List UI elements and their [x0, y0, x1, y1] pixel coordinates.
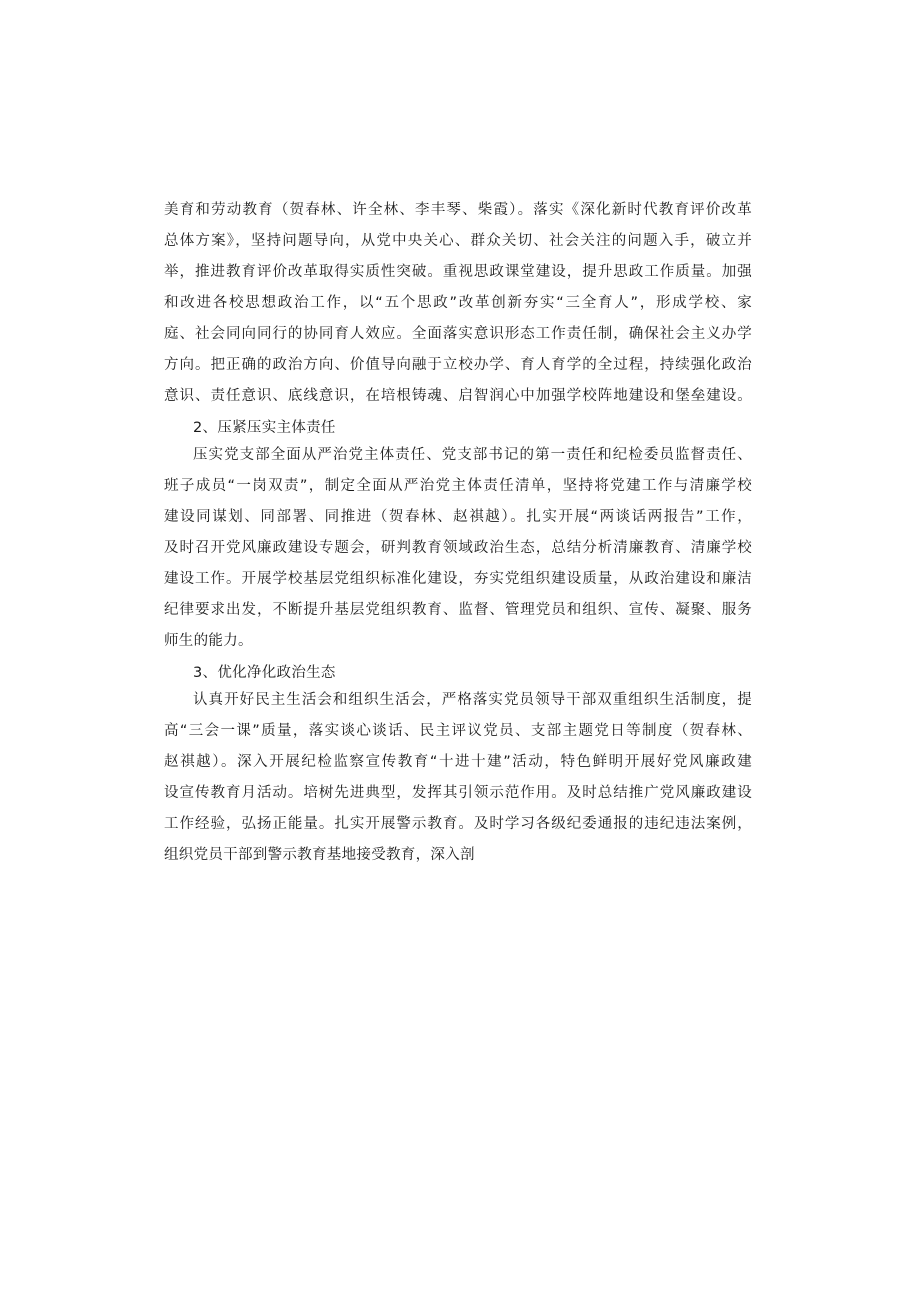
paragraph-line: 及时召开党风廉政建设专题会，研判教育领域政治生态，总结分析清廉教育、清廉学校 — [164, 540, 752, 556]
paragraph-line: 压实党支部全面从严治党主体责任、党支部书记的第一责任和纪检委员监督责任、 — [193, 447, 752, 463]
paragraph-line: 建设工作。开展学校基层党组织标准化建设，夯实党组织建设质量，从政治建设和廉洁 — [164, 571, 752, 587]
paragraph-line: 方向。把正确的政治方向、价值导向融于立校办学、育人育学的全过程，持续强化政治 — [164, 357, 752, 373]
paragraph-line: 和改进各校思想政治工作，以“五个思政”改革创新夯实“三全育人”，形成学校、家 — [164, 295, 752, 311]
paragraph-line: 建设同谋划、同部署、同推进（贺春林、赵祺越）。扎实开展“两谈话两报告”工作， — [164, 509, 752, 525]
paragraph-3 — [164, 685, 752, 871]
paragraph-line: 组织党员干部到警示教育基地接受教育，深入剖 — [164, 847, 475, 863]
section-heading-3: 3、优化净化政治生态 — [193, 665, 336, 681]
section-heading-2: 2、压紧压实主体责任 — [193, 420, 336, 436]
paragraph-line: 师生的能力。 — [164, 633, 253, 649]
paragraph-line: 意识、责任意识、底线意识，在培根铸魂、启智润心中加强学校阵地建设和堡垒建设。 — [164, 388, 752, 404]
paragraph-line: 工作经验，弘扬正能量。扎实开展警示教育。及时学习各级纪委通报的违纪违法案例， — [164, 816, 752, 832]
paragraph-2 — [164, 440, 752, 689]
paragraph-line: 认真开好民主生活会和组织生活会，严格落实党员领导干部双重组织生活制度，提 — [193, 692, 752, 708]
paragraph-line: 举，推进教育评价改革取得实质性突破。重视思政课堂建设，提升思政工作质量。加强 — [164, 264, 752, 280]
paragraph-line: 庭、社会同向同行的协同育人效应。全面落实意识形态工作责任制，确保社会主义办学 — [164, 326, 752, 342]
paragraph-line: 赵祺越）。深入开展纪检监察宣传教育“十进十建”活动，特色鲜明开展好党风廉政建 — [164, 754, 752, 770]
paragraph-line: 总体方案》，坚持问题导向，从党中央关心、群众关切、社会关注的问题入手，破立并 — [164, 233, 752, 249]
paragraph-line: 高“三会一课”质量，落实谈心谈话、民主评议党员、支部主题党日等制度（贺春林、 — [164, 723, 752, 739]
paragraph-line: 纪律要求出发，不断提升基层党组织教育、监督、管理党员和组织、宣传、凝聚、服务 — [164, 602, 752, 618]
paragraph-line: 班子成员“一岗双责”，制定全面从严治党主体责任清单，坚持将党建工作与清廉学校 — [164, 478, 752, 494]
paragraph-1 — [164, 195, 752, 444]
paragraph-line: 美育和劳动教育（贺春林、许全林、李丰琴、柴霞）。落实《深化新时代教育评价改革 — [164, 202, 752, 218]
paragraph-line: 设宣传教育月活动。培树先进典型，发挥其引领示范作用。及时总结推广党风廉政建设 — [164, 785, 752, 801]
